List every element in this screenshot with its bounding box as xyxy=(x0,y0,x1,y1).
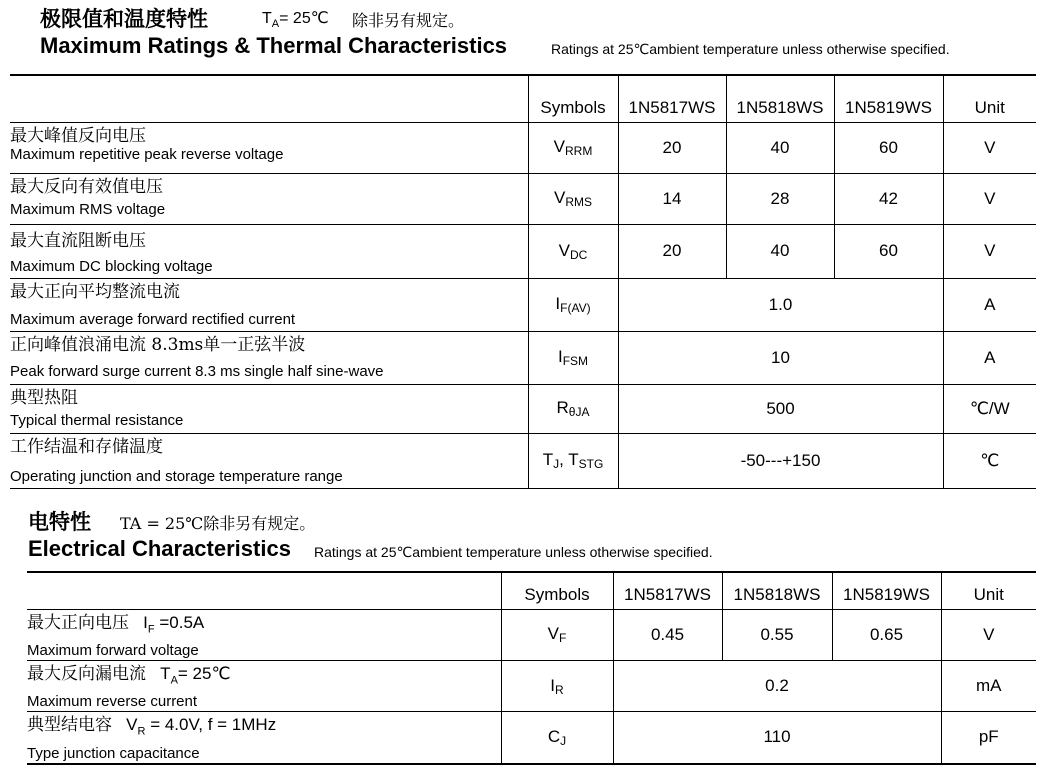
table-row xyxy=(27,660,1036,711)
section2-title-cn: 电特性 xyxy=(28,510,91,534)
symbol: $I_{FSM}$ xyxy=(528,331,618,384)
header-symbols: Symbols xyxy=(528,75,618,122)
header-1n5817ws: 1N5817WS xyxy=(618,75,726,122)
param-en: Peak forward surge current 8.3 ms single half sine-wave xyxy=(10,362,384,380)
table-row xyxy=(10,173,1036,224)
electrical-characteristics-table xyxy=(27,571,1036,765)
unit: pF xyxy=(941,712,1036,764)
header-parameter xyxy=(10,75,528,122)
table-row xyxy=(10,278,1036,331)
value: 0.2 xyxy=(613,660,941,711)
symbol: $V_{RMS}$ xyxy=(528,173,618,224)
param-cn: 最大正向平均整流电流 xyxy=(10,281,180,302)
param-en: Maximum repetitive peak reverse voltage xyxy=(10,145,284,163)
value: 0.65 xyxy=(832,609,941,660)
param-en: Typical thermal resistance xyxy=(10,411,184,429)
header-parameter xyxy=(27,572,501,609)
unit: A xyxy=(943,331,1036,384)
section2-title-en: Electrical Characteristics xyxy=(28,536,291,561)
value: 1.0 xyxy=(618,278,943,331)
symbol: $V_{DC}$ xyxy=(528,224,618,278)
table-row xyxy=(10,384,1036,433)
value: 20 xyxy=(618,122,726,173)
unit: mA xyxy=(941,660,1036,711)
header-1n5819ws: 1N5819WS xyxy=(832,572,941,609)
value: 0.55 xyxy=(722,609,832,660)
header-1n5817ws: 1N5817WS xyxy=(613,572,722,609)
section1-condition-cn: 除非另有规定。 xyxy=(352,11,465,30)
table-row xyxy=(27,712,1036,764)
symbol: $V_F$ xyxy=(501,609,613,660)
value: 500 xyxy=(618,384,943,433)
param-cn: 最大反向有效值电压 xyxy=(10,176,163,197)
symbol: $I_R$ xyxy=(501,660,613,711)
section2-note: Ratings at 25℃ambient temperature unless otherwise specified. xyxy=(314,544,713,560)
param-en: Maximum reverse current xyxy=(27,693,198,711)
param-cn: 工作结温和存储温度 xyxy=(10,436,163,457)
max-ratings-table xyxy=(10,74,1036,489)
param-en: Maximum forward voltage xyxy=(27,641,199,659)
table-row xyxy=(10,331,1036,384)
unit: V xyxy=(943,173,1036,224)
param-en: Maximum DC blocking voltage xyxy=(10,257,213,275)
section1-note: Ratings at 25℃ambient temperature unless otherwise specified. xyxy=(551,41,950,57)
param-en: Type junction capacitance xyxy=(27,744,200,762)
header-unit: Unit xyxy=(941,572,1036,609)
section1-title-en: Maximum Ratings & Thermal Characteristics xyxy=(40,33,508,58)
param-cn: 典型结电容 $V_R = 4.0V$, f = 1MHz xyxy=(27,715,277,738)
table-row xyxy=(10,224,1036,278)
symbol: $C_J$ xyxy=(501,712,613,764)
param-cn: 最大峰值反向电压 xyxy=(10,125,146,146)
table-row xyxy=(27,609,1036,660)
header-1n5818ws: 1N5818WS xyxy=(726,75,834,122)
param-en: Operating junction and storage temperature range xyxy=(10,467,343,485)
symbol: $V_{RRM}$ xyxy=(528,122,618,173)
param-cn: 最大反向漏电流 $T_A=$ 25℃ xyxy=(27,663,231,687)
unit: ℃ xyxy=(943,433,1036,488)
unit: V xyxy=(943,122,1036,173)
symbol: $T_J$, $T_{STG}$ xyxy=(528,433,618,488)
value: 28 xyxy=(726,173,834,224)
value: 60 xyxy=(834,224,943,278)
unit: V xyxy=(941,609,1036,660)
header-1n5819ws: 1N5819WS xyxy=(834,75,943,122)
section1-title-cn: 极限值和温度特性 xyxy=(40,7,208,31)
unit: ℃/W xyxy=(943,384,1036,433)
value: 0.45 xyxy=(613,609,722,660)
param-cn: 正向峰值浪涌电流 8.3ms单一正弦半波 xyxy=(10,334,306,355)
header-symbols: Symbols xyxy=(501,572,613,609)
value: 110 xyxy=(613,712,941,764)
table-row xyxy=(10,122,1036,173)
param-cn: 最大直流阻断电压 xyxy=(10,230,146,251)
section2-condition: TA = 25℃除非另有规定。 xyxy=(120,514,316,533)
unit: A xyxy=(943,278,1036,331)
value: 40 xyxy=(726,224,834,278)
param-en: Maximum average forward rectified current xyxy=(10,310,296,328)
value: 14 xyxy=(618,173,726,224)
param-en: Maximum RMS voltage xyxy=(10,200,166,218)
param-cn: 最大正向电压 $I_F =0.5A$ xyxy=(27,612,205,635)
param-cn: 典型热阻 xyxy=(10,387,78,408)
header-1n5818ws: 1N5818WS xyxy=(722,572,832,609)
symbol: $R_{\theta JA}$ xyxy=(528,384,618,433)
value: -50---+150 xyxy=(618,433,943,488)
value: 20 xyxy=(618,224,726,278)
value: 60 xyxy=(834,122,943,173)
value: 40 xyxy=(726,122,834,173)
value: 42 xyxy=(834,173,943,224)
unit: V xyxy=(943,224,1036,278)
symbol: $I_{F(AV)}$ xyxy=(528,278,618,331)
value: 10 xyxy=(618,331,943,384)
header-unit: Unit xyxy=(943,75,1036,122)
section1-condition: $T_A=$ 25℃ xyxy=(262,10,329,31)
table-row xyxy=(10,433,1036,488)
